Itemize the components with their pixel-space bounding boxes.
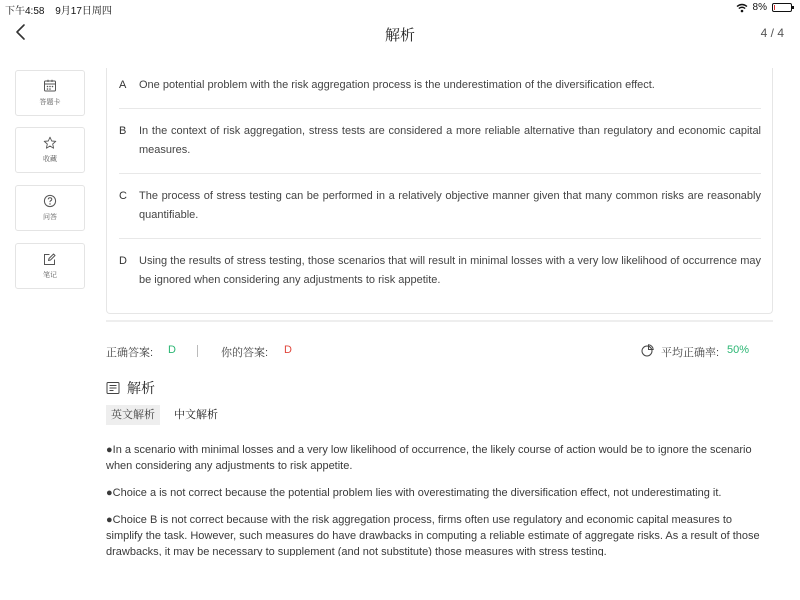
wifi-icon bbox=[736, 3, 748, 13]
option-text: One potential problem with the risk aggregation process is the underestimation of the diversification effect. bbox=[139, 79, 655, 91]
sidebar-item-label: 答题卡 bbox=[39, 99, 61, 106]
option-text: In the context of risk aggregation, stress tests are considered a more reliable alternative than regulatory and economic capital measures. bbox=[139, 125, 761, 156]
document-list-icon bbox=[106, 381, 120, 395]
question-icon bbox=[43, 194, 57, 208]
analysis-paragraph: ●Choice B is not correct because with the risk aggregation process, firms often use regulatory and economic capital measures to simplify the task. However, such measures do have drawbacks in computing a reliable estimate of aggregate risks. As a result of those drawbacks, it may be necessary to supplement (and not substitute) those measures with stress testing. bbox=[106, 514, 760, 556]
your-answer-value: D bbox=[284, 344, 292, 356]
analysis-paragraph: ●Choice a is not correct because the potential problem lies with overestimating the diversification effect, not underestimating it. bbox=[106, 487, 722, 499]
answer-sheet-icon bbox=[43, 79, 57, 93]
section-divider bbox=[106, 320, 773, 322]
option-c[interactable] bbox=[119, 187, 761, 239]
status-bar bbox=[0, 0, 800, 16]
option-letter: D bbox=[119, 255, 127, 267]
sidebar-item-label: 问答 bbox=[43, 214, 57, 221]
sidebar-item-favorite[interactable] bbox=[15, 127, 85, 173]
option-letter: A bbox=[119, 79, 127, 91]
tab-english-analysis[interactable]: 英文解析 bbox=[106, 405, 160, 425]
options-card bbox=[106, 68, 773, 314]
status-right bbox=[736, 2, 792, 13]
status-time: 下午4:58 bbox=[5, 6, 45, 17]
sidebar-item-answer-sheet[interactable] bbox=[15, 70, 85, 116]
sidebar-item-label: 收藏 bbox=[43, 156, 57, 163]
option-d[interactable] bbox=[119, 252, 761, 302]
answer-divider bbox=[197, 345, 198, 357]
option-b[interactable] bbox=[119, 122, 761, 174]
average-accuracy-label: 平均正确率: bbox=[661, 347, 720, 359]
option-text: The process of stress testing can be performed in a relatively objective manner given that many common risks are reasonably quantifiable. bbox=[139, 190, 761, 221]
page-count: 4 / 4 bbox=[760, 26, 784, 40]
sidebar-item-notes[interactable] bbox=[15, 243, 85, 289]
analysis-paragraph: ●In a scenario with minimal losses and a very low likelihood of occurrence, the likely course of action would be to ignore the scenario when considering any adjustments to risk appetite. bbox=[106, 444, 752, 472]
your-answer-label: 你的答案: bbox=[221, 347, 269, 359]
battery-icon bbox=[772, 3, 792, 12]
sidebar-item-qa[interactable] bbox=[15, 185, 85, 231]
analysis-header bbox=[106, 378, 155, 398]
battery-percent: 8% bbox=[752, 2, 767, 13]
correct-answer-value: D bbox=[168, 344, 176, 356]
star-icon bbox=[43, 136, 57, 150]
average-accuracy-value: 50% bbox=[727, 344, 750, 356]
option-text: Using the results of stress testing, those scenarios that will result in minimal losses with a very low likelihood of occurrence may be ignored when considering any adjustments to risk appetite. bbox=[139, 255, 761, 286]
note-icon bbox=[43, 252, 57, 266]
option-letter: C bbox=[119, 190, 127, 202]
correct-answer-label: 正确答案: bbox=[106, 347, 154, 359]
nav-bar bbox=[0, 16, 800, 50]
status-date: 9月17日周四 bbox=[55, 6, 112, 17]
status-left bbox=[5, 2, 120, 17]
option-a[interactable] bbox=[119, 76, 761, 109]
sidebar-item-label: 笔记 bbox=[43, 272, 57, 279]
answer-summary bbox=[106, 344, 766, 360]
page-title: 解析 bbox=[384, 27, 415, 44]
pie-chart-icon bbox=[641, 344, 654, 357]
battery-level bbox=[774, 5, 775, 10]
tab-chinese-analysis[interactable]: 中文解析 bbox=[174, 409, 218, 421]
analysis-title: 解析 bbox=[127, 380, 155, 396]
option-letter: B bbox=[119, 125, 127, 137]
